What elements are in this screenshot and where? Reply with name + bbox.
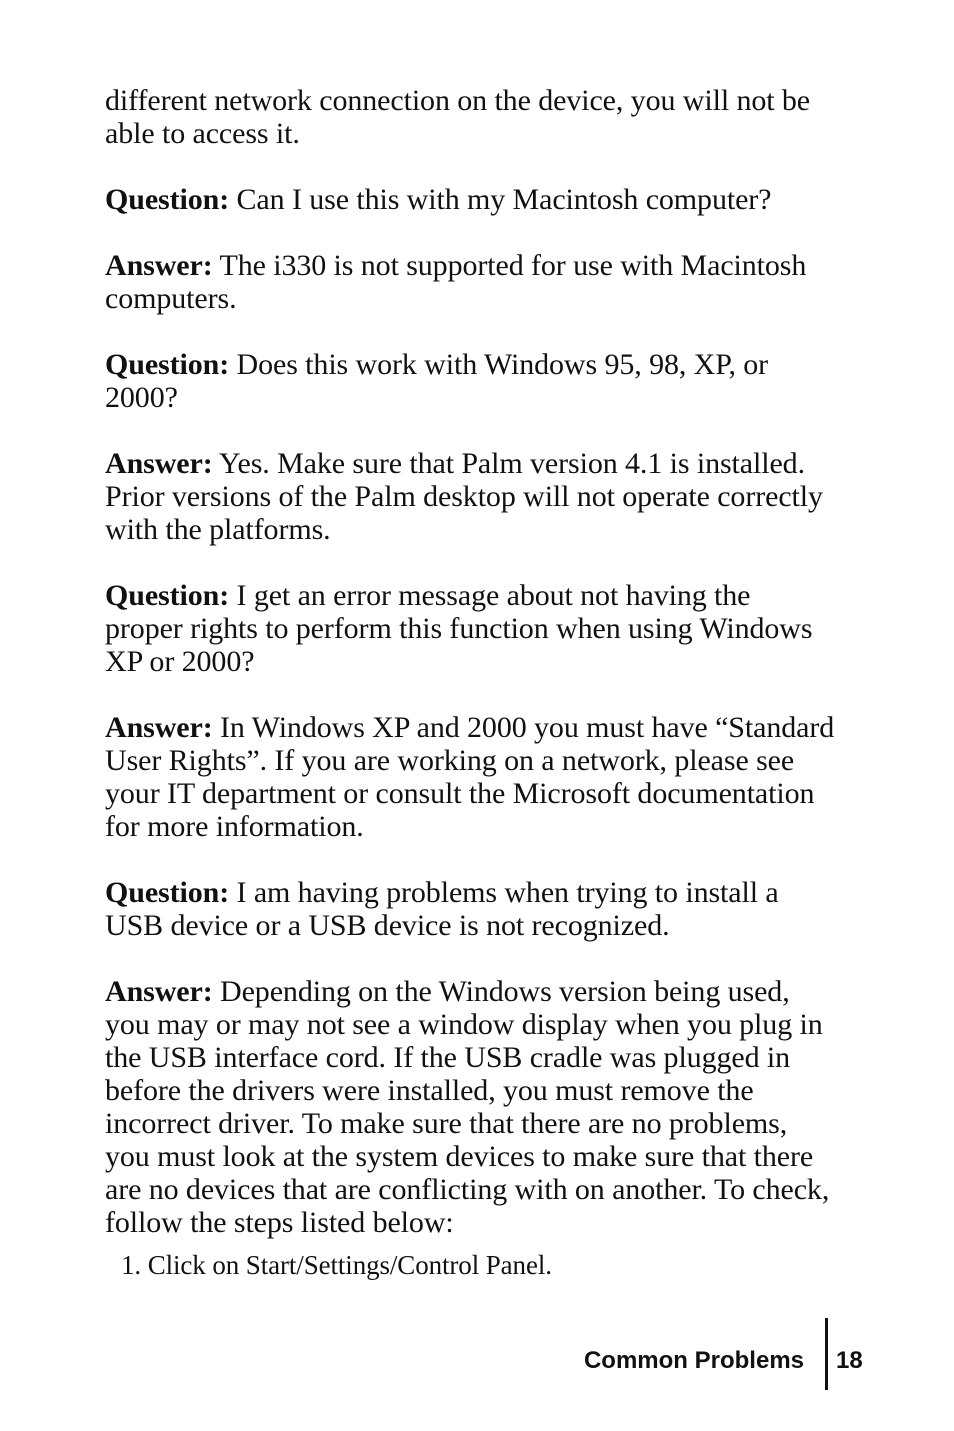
question-label: Question:	[105, 348, 230, 381]
document-body	[105, 84, 835, 1272]
question-text: Can I use this with my Macintosh computer?	[229, 183, 772, 216]
page-footer	[0, 1318, 954, 1390]
answer-label: Answer:	[105, 975, 213, 1008]
question-text: I am having problems when trying to install a USB device or a USB device is not recognized.	[105, 876, 779, 942]
question-label: Question:	[105, 579, 230, 612]
question-label: Question:	[105, 183, 230, 216]
answer-paragraph	[105, 447, 835, 546]
question-paragraph	[105, 348, 835, 414]
answer-text: In Windows XP and 2000 you must have “Standard User Rights”. If you are working on a network, please see your IT department or consult the Microsoft documentation for more information.	[105, 711, 835, 843]
answer-label: Answer:	[105, 249, 213, 282]
question-paragraph	[105, 183, 835, 216]
intro-paragraph: different network connection on the device, you will not be able to access it.	[105, 84, 811, 150]
step-list-item: 1. Click on Start/Settings/Control Panel.	[121, 1250, 552, 1280]
answer-label: Answer:	[105, 447, 213, 480]
footer-section-title: Common Problems	[583, 1347, 804, 1374]
answer-text: Depending on the Windows version being used, you may or may not see a window display when you plug in the USB interface cord. If the USB cradle was plugged in before the drivers were installed, you must remove the incorrect driver. To make sure that there are no problems, you must look at the system devices to make sure that there are no devices that are conflicting with on another. To check, follow the steps listed below:	[105, 975, 830, 1239]
page-number: 18	[836, 1347, 863, 1374]
answer-paragraph	[105, 975, 835, 1239]
question-paragraph	[105, 876, 835, 942]
answer-paragraph	[105, 711, 835, 843]
answer-text: The i330 is not supported for use with Macintosh computers.	[105, 249, 807, 315]
question-label: Question:	[105, 876, 230, 909]
question-paragraph	[105, 579, 835, 678]
footer-divider	[825, 1318, 828, 1390]
answer-paragraph	[105, 249, 835, 315]
answer-label: Answer:	[105, 711, 213, 744]
question-text: I get an error message about not having the proper rights to perform this function when using Windows XP or 2000?	[105, 579, 813, 678]
answer-text: Yes. Make sure that Palm version 4.1 is installed. Prior versions of the Palm desktop will not operate correctly with the platforms.	[105, 447, 823, 546]
question-text: Does this work with Windows 95, 98, XP, or 2000?	[105, 348, 769, 414]
